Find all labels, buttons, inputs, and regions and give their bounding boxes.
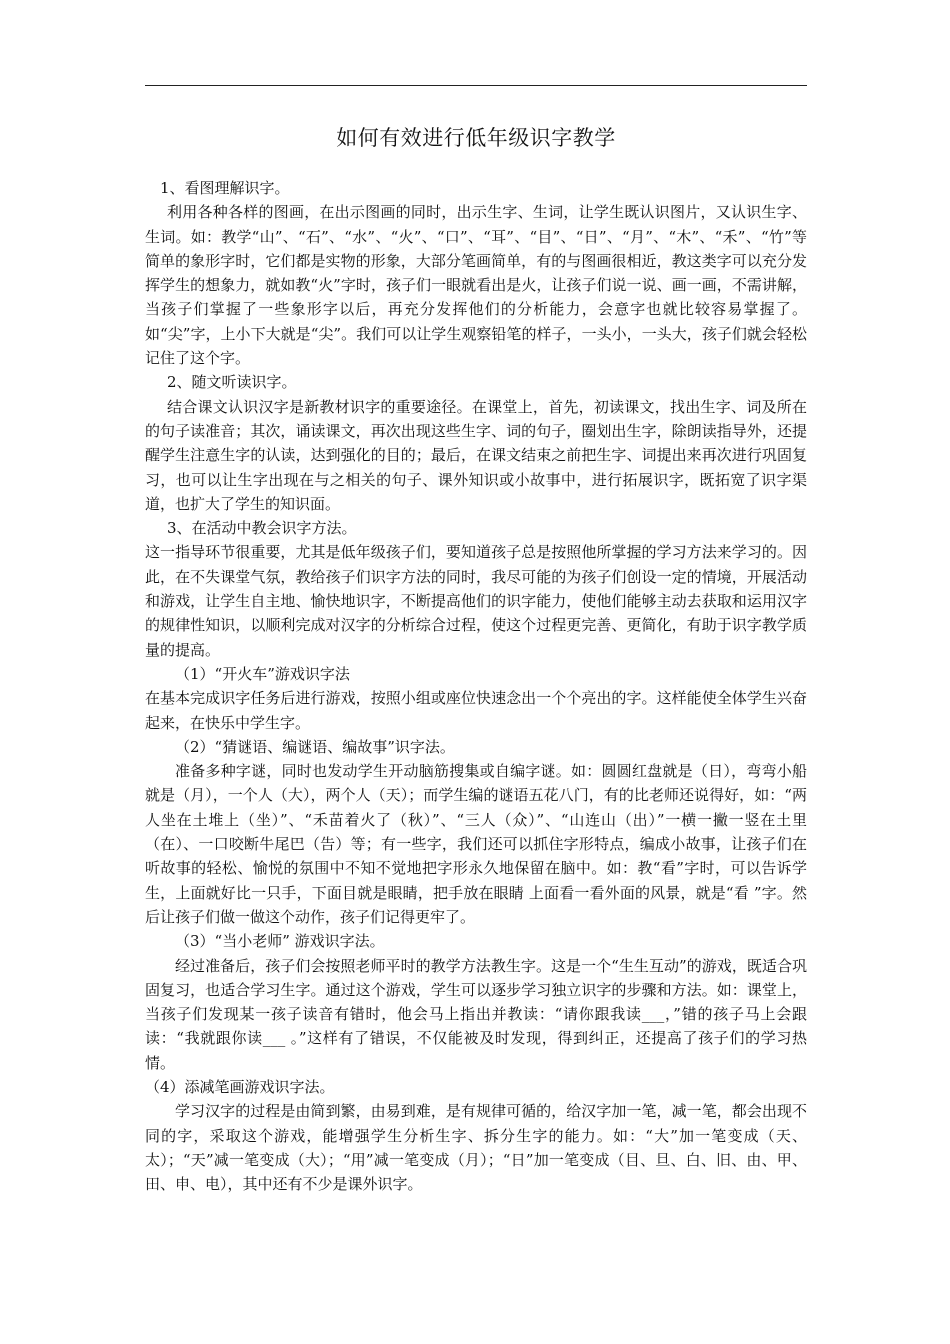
body-paragraph: 准备多种字谜，同时也发动学生开动脑筋搜集或自编字谜。如：圆圆红盘就是（日），弯弯小船就是（月），一个人（大），两个人（天）；而学生编的谜语五花八门，有的比老师还说得好，如：“两人坐在土堆上（坐）”、“禾苗着火了（秋）”、“三人（众）”、“山连山（出）”一横一撇一竖在土里（在）、一口咬断牛尾巴（告）等；有一些字，我们还可以抓住字形特点，编成小故事，让孩子们在听故事的轻松、愉悦的氛围中不知不觉地把字形永久地保留在脑中。如：教“看”字时，可以告诉学生，上面就好比一只手，下面目就是眼睛，把手放在眼睛 上面看一看外面的风景，就是“看 ”字。然后让孩子们做一做这个动作，孩子们记得更牢了。 [145,762,807,926]
body-paragraph: 经过准备后，孩子们会按照老师平时的教学方法教生字。这是一个“生生互动”的游戏，既适合巩固复习，也适合学习生字。通过这个游戏，学生可以逐步学习独立识字的步骤和方法。如：课堂上，当孩子们发现某一孩子读音有错时，他会马上指出并教读：“请你跟我读___，”错的孩子马上会跟读：“我就跟你读___ 。”这样有了错误，不仅能被及时发现，得到纠正，还提高了孩子们的学习热情。 [145,956,807,1072]
subsection-heading-3: （3）“当小老师” 游戏识字法。 [175,932,385,951]
subsection-heading-2: （2）“猜谜语、编谜语、编故事”识字法。 [175,737,455,756]
body-paragraph: 这一指导环节很重要，尤其是低年级孩子们，要知道孩子总是按照他所掌握的学习方法来学习的。因此，在不失课堂气氛，教给孩子们识字方法的同时，我尽可能的为孩子们创设一定的情境，开展活动和游戏，让学生自主地、愉快地识字，不断提高他们的识字能力，使他们能够主动去获取和运用汉字的规律性知识，以顺利完成对汉字的分析综合过程，使这个过程更完善、更简化，有助于识字教学质量的提高。 [145,543,807,659]
document-page [145,0,807,1344]
body-paragraph: 利用各种各样的图画，在出示图画的同时，出示生字、生词，让学生既认识图片，又认识生字、生词。如：教学“山”、“石”、“水”、“火”、“口”、“耳”、“目”、“日”、“月”、“木”、“禾”、“竹”等简单的象形字时，它们都是实物的形象，大部分笔画简单，有的与图画很相近，教这类字可以充分发挥学生的想象力，就如教“火”字时，孩子们一眼就看出是火，让孩子们说一说、画一画，不需讲解，当孩子们掌握了一些象形字以后，再充分发挥他们的分析能力，会意字也就比较容易掌握了。如“尖”字，上小下大就是“尖”。我们可以让学生观察铅笔的样子，一头小，一头大，孩子们就会轻松记住了这个字。 [145,203,807,368]
body-paragraph: 学习汉字的过程是由简到繁，由易到难，是有规律可循的，给汉字加一笔，减一笔，都会出现不同的字，采取这个游戏，能增强学生分析生字、拆分生字的能力。如：“大”加一笔变成（天、太）；“天”减一笔变成（大）；“用”减一笔变成（月）；“日”加一笔变成（目、旦、白、旧、由、甲、田、申、电），其中还有不少是课外识字。 [145,1102,807,1194]
section-heading-3: 3、在活动中教会识字方法。 [167,519,357,538]
section-heading-1: 1、看图理解识字。 [160,179,290,197]
document-body [145,176,807,1196]
subsection-heading-4: （4）添减笔画游戏识字法。 [145,1077,335,1096]
subsection-heading-1: （1）“开火车”游戏识字法 [175,664,350,683]
header-rule [145,85,807,86]
body-paragraph: 结合课文认识汉字是新教材识字的重要途径。在课堂上，首先，初读课文，找出生字、词及所在的句子读准音；其次，诵读课文，再次出现这些生字、词的句子，圈划出生字，除朗读指导外，还提醒学生注意生字的认读，达到强化的目的；最后，在课文结束之前把生字、词提出来再次进行巩固复习，也可以让生字出现在与之相关的句子、课外知识或小故事中，进行拓展识字，既拓宽了识字渠道，也扩大了学生的知识面。 [145,397,807,513]
section-heading-2: 2、随文听读识字。 [167,373,297,392]
document-title: 如何有效进行低年级识字教学 [336,126,616,150]
body-paragraph: 在基本完成识字任务后进行游戏，按照小组或座位快速念出一个个亮出的字。这样能使全体学生兴奋起来，在快乐中学生字。 [145,689,807,732]
